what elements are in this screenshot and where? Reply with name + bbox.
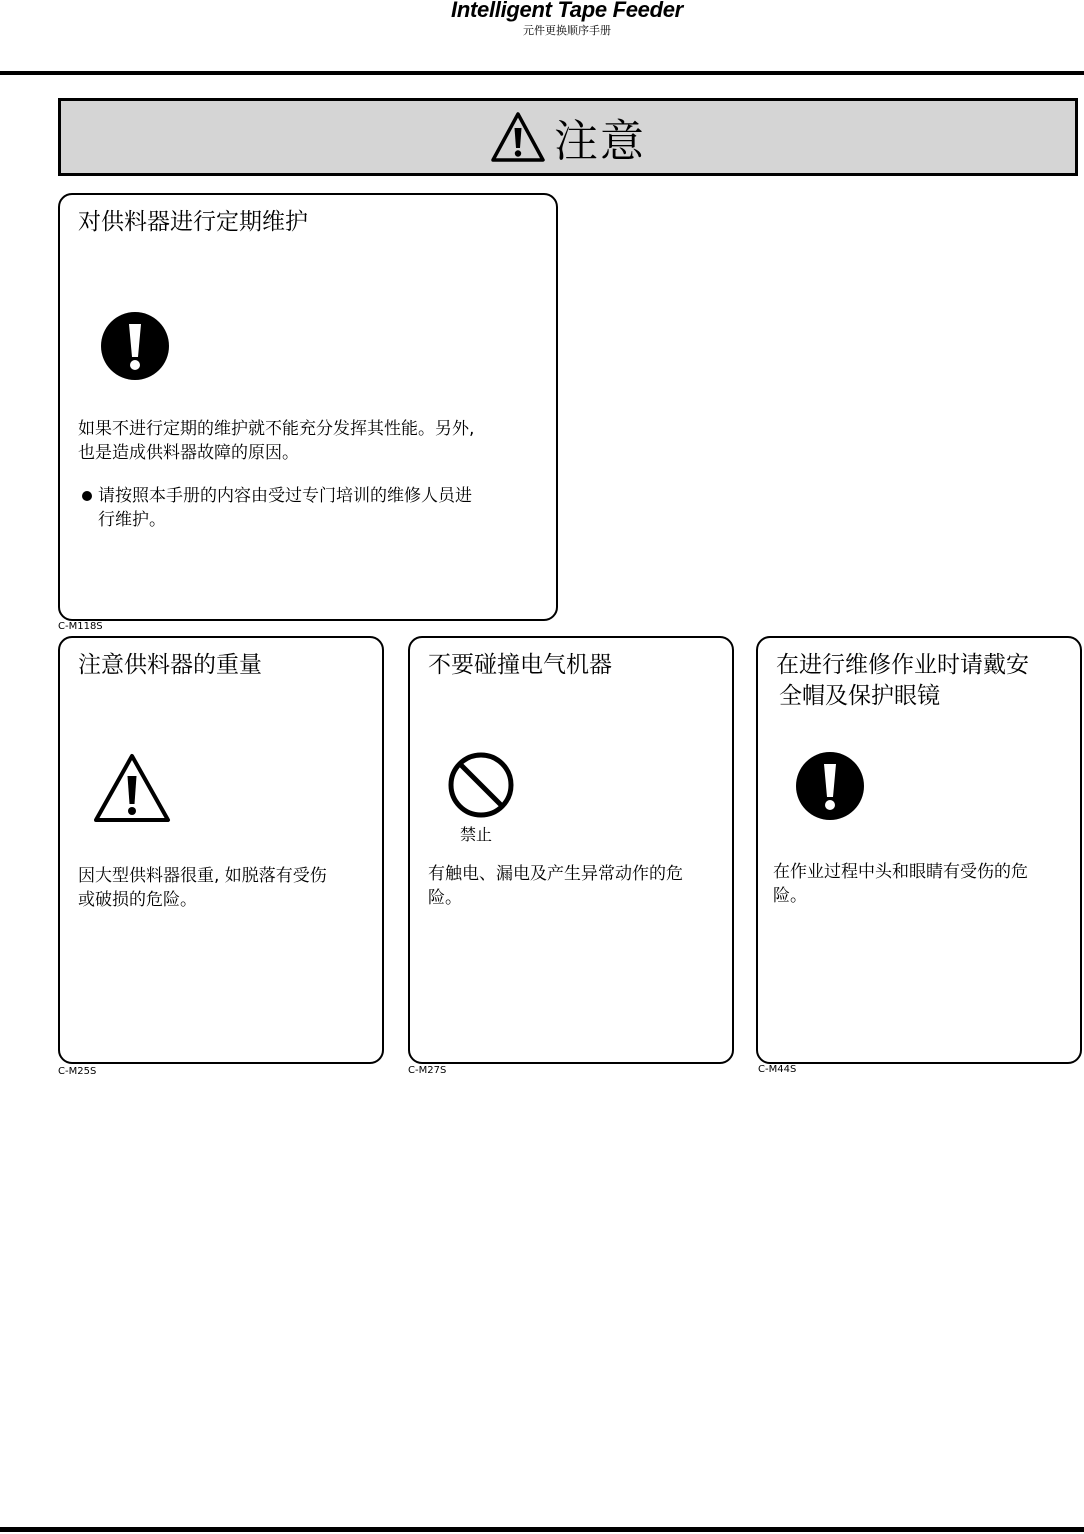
body-line: 险。 — [428, 888, 462, 908]
footer-rule — [0, 1527, 1084, 1532]
card-body — [773, 860, 1028, 908]
card-title: 注意供料器的重量 — [78, 652, 262, 678]
card-periodic-maintenance — [58, 193, 558, 621]
title-line: 在进行维修作业时请戴安 — [776, 652, 1029, 678]
card-title: 对供料器进行定期维护 — [78, 209, 308, 235]
figure-code: C-M44S — [758, 1064, 797, 1075]
card-title — [776, 650, 1029, 712]
caution-banner — [58, 98, 1078, 176]
card-feeder-weight — [58, 636, 384, 1064]
card-helmet-goggles — [756, 636, 1082, 1064]
bullet-dot — [82, 491, 92, 501]
warning-triangle-icon — [92, 752, 172, 824]
document-title: Intelligent Tape Feeder — [451, 0, 683, 22]
warning-triangle-icon — [490, 111, 546, 163]
prohibition-icon — [446, 750, 516, 820]
body-line: 在作业过程中头和眼睛有受伤的危 — [773, 862, 1028, 882]
card-body — [78, 417, 474, 465]
bullet-item — [82, 484, 542, 532]
title-line: 全帽及保护眼镜 — [779, 683, 940, 709]
document-subtitle: 元件更换顺序手册 — [523, 24, 611, 37]
body-line: 险。 — [773, 886, 807, 906]
mandatory-exclamation-icon — [795, 751, 865, 821]
card-electrical-equipment — [408, 636, 734, 1064]
figure-code: C-M25S — [58, 1066, 97, 1077]
card-title: 不要碰撞电气机器 — [428, 652, 612, 678]
body-line: 因大型供料器很重, 如脱落有受伤 — [78, 866, 327, 886]
figure-code: C-M27S — [408, 1065, 447, 1076]
prohibit-label: 禁止 — [460, 825, 493, 844]
body-line: 有触电、漏电及产生异常动作的危 — [428, 864, 683, 884]
card-body — [428, 862, 683, 910]
body-line: 如果不进行定期的维护就不能充分发挥其性能。另外, — [78, 419, 475, 439]
body-line: 也是造成供料器故障的原因。 — [78, 443, 299, 463]
bullet-line: 请按照本手册的内容由受过专门培训的维修人员进 — [98, 486, 472, 506]
body-line: 或破损的危险。 — [78, 890, 197, 910]
figure-code: C-M118S — [58, 621, 103, 632]
bullet-line: 行维护。 — [98, 510, 166, 530]
banner-text: 注意 — [554, 116, 646, 167]
mandatory-exclamation-icon — [100, 311, 170, 381]
header-rule — [0, 71, 1084, 75]
card-body — [78, 864, 327, 912]
